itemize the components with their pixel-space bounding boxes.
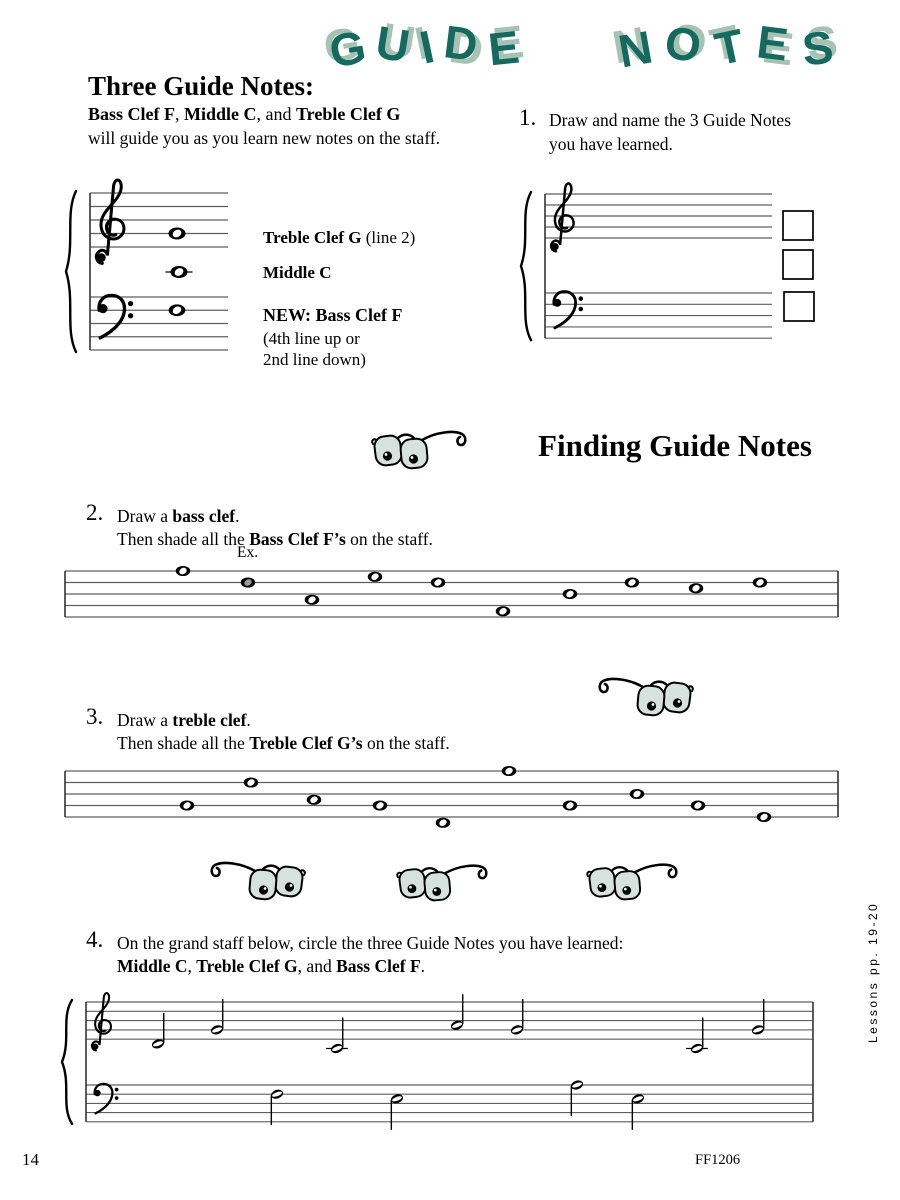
- half-note: [326, 1018, 347, 1055]
- label-bass-note-line1: (4th line up or: [263, 329, 360, 348]
- intro-guide-notes-line: Bass Clef F, Middle C, and Treble Clef G: [88, 104, 401, 124]
- whole-note: [176, 566, 190, 576]
- section-heading-finding-guide-notes: Finding Guide Notes: [538, 428, 812, 463]
- bass-clef-icon: [553, 292, 583, 328]
- staff-system-intro: [66, 180, 228, 352]
- intro-description: will guide you as you learn new notes on the staff.: [88, 128, 441, 148]
- glasses-icon: [577, 858, 689, 902]
- bass-clef-icon: [94, 1084, 118, 1114]
- ex2-example-label: Ex.: [237, 544, 259, 561]
- staff-system-ex1: [521, 183, 814, 340]
- whole-note: [753, 577, 767, 587]
- plate-code: FF1206: [695, 1152, 741, 1168]
- whole-note: [169, 304, 186, 316]
- title-letter: G: [325, 20, 370, 78]
- ex2-number: 2.: [86, 500, 104, 525]
- label-treble-clef-g: Treble Clef G (line 2): [263, 228, 416, 247]
- whole-note: [496, 606, 510, 616]
- ex1-instruction-line2: you have learned.: [549, 134, 673, 154]
- whole-note: [165, 266, 192, 278]
- answer-box[interactable]: [784, 292, 814, 321]
- title-letter: N: [614, 20, 657, 78]
- ex4-number: 4.: [86, 927, 104, 952]
- whole-note: [373, 800, 387, 810]
- answer-box[interactable]: [783, 250, 813, 279]
- whole-note: [307, 795, 321, 805]
- title-letter: E: [485, 20, 522, 76]
- ex3-instruction-line2: Then shade all the Treble Clef G’s on the staff.: [117, 733, 450, 753]
- staff-system-ex3: [65, 766, 838, 828]
- ex2-instruction-line1: Draw a bass clef.: [117, 506, 240, 526]
- glasses-icon: [205, 856, 309, 902]
- title-letter: T: [710, 18, 749, 76]
- whole-note: [563, 800, 577, 810]
- glasses-icon: [592, 672, 698, 718]
- half-note: [631, 1093, 646, 1130]
- half-note: [270, 1088, 285, 1125]
- page-title-word-notes: [614, 15, 847, 78]
- half-note: [686, 1018, 707, 1055]
- whole-note: [502, 766, 516, 776]
- whole-note: [368, 572, 382, 582]
- staff-system-ex2: [65, 566, 838, 617]
- answer-box[interactable]: [783, 211, 813, 240]
- label-new-bass-clef-f: NEW: Bass Clef F: [263, 305, 403, 325]
- half-note: [510, 999, 525, 1036]
- whole-note: [689, 583, 703, 593]
- grand-staff-brace: [66, 191, 76, 352]
- page-title-word-guide: [325, 15, 530, 78]
- title-letter: S: [799, 20, 836, 76]
- label-bass-note-line2: 2nd line down): [263, 350, 366, 369]
- ex4-instruction-line1: On the grand staff below, circle the three Guide Notes you have learned:: [117, 933, 624, 953]
- half-note: [450, 994, 465, 1031]
- half-note: [210, 999, 225, 1036]
- glasses-icon: [390, 859, 496, 903]
- ex3-number: 3.: [86, 704, 104, 729]
- whole-note: [563, 589, 577, 599]
- label-middle-c: Middle C: [263, 263, 332, 282]
- whole-note: [757, 812, 771, 822]
- whole-note: [431, 577, 445, 587]
- staff-system-ex4: [62, 993, 813, 1130]
- bass-clef-icon: [98, 295, 133, 338]
- half-note: [151, 1013, 166, 1050]
- title-letter: O: [661, 15, 706, 73]
- title-letter: E: [754, 15, 792, 71]
- whole-note: [630, 789, 644, 799]
- whole-note: [244, 777, 258, 787]
- side-lessons-reference: Lessons pp. 19-20: [866, 901, 880, 1043]
- half-note: [570, 1079, 585, 1116]
- whole-note: [691, 800, 705, 810]
- grand-staff-brace: [62, 1000, 72, 1124]
- half-note: [751, 999, 766, 1036]
- title-letter: U: [372, 15, 414, 73]
- intro-heading: Three Guide Notes:: [88, 71, 314, 101]
- ex4-instruction-line2: Middle C, Treble Clef G, and Bass Clef F.: [117, 956, 426, 976]
- whole-note: [180, 800, 194, 810]
- ex1-number: 1.: [519, 105, 537, 130]
- whole-note: [305, 595, 319, 605]
- glasses-icon: [368, 424, 472, 472]
- ex2-instruction-line2: Then shade all the Bass Clef F’s on the staff.: [117, 529, 433, 549]
- ex1-instruction-line1: Draw and name the 3 Guide Notes: [549, 110, 792, 130]
- whole-note: [241, 577, 255, 587]
- whole-note: [625, 577, 639, 587]
- title-letter: D: [440, 15, 481, 71]
- grand-staff-brace: [521, 192, 531, 340]
- whole-note: [436, 818, 450, 828]
- page-number: 14: [22, 1150, 39, 1169]
- half-note: [390, 1093, 405, 1130]
- ex3-instruction-line1: Draw a treble clef.: [117, 710, 251, 730]
- whole-note: [168, 228, 185, 240]
- title-letter: I: [415, 20, 439, 74]
